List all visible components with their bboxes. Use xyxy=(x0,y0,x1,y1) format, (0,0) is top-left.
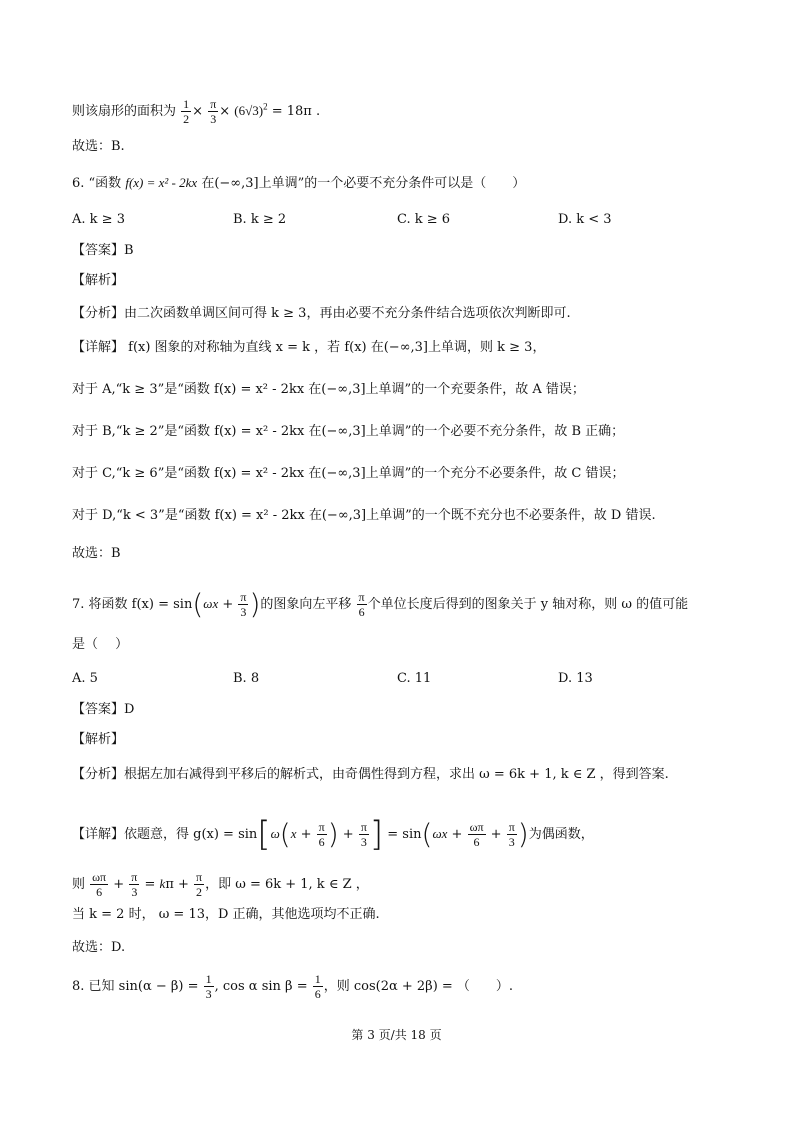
expr-tail: = 18π . xyxy=(267,104,321,119)
q6-stem-prefix: 6. “函数 xyxy=(72,176,126,191)
q7-stem-c: 个单位长度后得到的图象关于 y 轴对称，则 ω 的值可能 xyxy=(367,597,689,612)
fraction-pi-third-q7: $\frac{\pi}{3}$ xyxy=(240,590,247,619)
choose-b-line: 故选：B. xyxy=(72,139,125,154)
fraction-one-sixth: $\frac{1}{6}$ xyxy=(314,972,321,1001)
q7-xiangjie-b: = sin xyxy=(383,827,422,842)
q6-final: 故选：B xyxy=(72,546,121,561)
q7-dang: 当 k = 2 时， ω = 13，D 正确，其他选项均不正确. xyxy=(72,907,380,922)
fraction-one-third: $\frac{1}{3}$ xyxy=(205,972,212,1001)
fraction-pi-half: $\frac{\pi}{2}$ xyxy=(196,870,203,899)
q7-xiangjie: 【详解】依题意，得 g(x) = sin[ω(x + $\frac{\pi}{6}$ ) + $\frac{\pi}{3}$ ] = sin(ωx + $\frac{\omega\pi}{6}$ + $\frac{\pi}{3}$ )为偶函数， xyxy=(72,814,594,855)
q7-option-c: C. 11 xyxy=(397,671,432,686)
q7-answer: 【答案】D xyxy=(72,702,135,717)
q7-analysis-tag: 【解析】 xyxy=(72,732,125,747)
fraction-omega-pi-sixth-b: $\frac{\omega\pi}{6}$ xyxy=(92,870,107,899)
q7-ze-a: 则 xyxy=(72,877,86,892)
q7-xiangjie-c: 为偶函数， xyxy=(528,827,594,842)
q8-stem xyxy=(72,972,513,1001)
q6-option-d-analysis: 对于 D,“k < 3”是“函数 f(x) = x² - 2kx 在(−∞,3]上单调”的一个既不充分也不必要条件，故 D 错误. xyxy=(72,508,656,523)
fraction-pi-sixth-b: $\frac{\pi}{6}$ xyxy=(318,820,325,849)
q6-option-c-analysis: 对于 C,“k ≥ 6”是“函数 f(x) = x² - 2kx 在(−∞,3]上单调”的一个充分不必要条件，故 C 错误； xyxy=(72,466,625,481)
q7-ze-b: ，即 ω = 6k + 1, k ∈ Z ， xyxy=(205,877,369,892)
q8-stem-a: 8. 已知 sin(α − β) = xyxy=(72,979,203,994)
q6-stem-mid: 在(−∞,3]上单调”的一个必要不充分条件可以是（ ） xyxy=(197,176,526,191)
q8-stem-b: , cos α sin β = xyxy=(214,979,312,994)
text-prefix: 则该扇形的面积为 xyxy=(72,104,177,119)
q7-equation: 则 $\frac{\omega\pi}{6}$ + $\frac{\pi}{3}$ = kπ + $\frac{\pi}{2}$ ，即 ω = 6k + 1, k ∈ Z ， xyxy=(72,870,369,899)
q6-option-a: A. k ≥ 3 xyxy=(72,212,125,227)
q7-stem-end: 是（ ） xyxy=(72,637,129,652)
q6-option-b-analysis: 对于 B,“k ≥ 2”是“函数 f(x) = x² - 2kx 在(−∞,3]上单调”的一个必要不充分条件，故 B 正确； xyxy=(72,424,625,439)
fraction-omega-pi-sixth: $\frac{\omega\pi}{6}$ xyxy=(469,820,484,849)
fraction-pi-third: $\frac{\pi}{3}$ xyxy=(210,97,217,126)
q6-option-c: C. k ≥ 6 xyxy=(397,212,451,227)
fraction-pi-third-c: $\frac{\pi}{3}$ xyxy=(508,820,515,849)
q6-option-a-analysis: 对于 A,“k ≥ 3”是“函数 f(x) = x² - 2kx 在(−∞,3]上单调”的一个充要条件，故 A 错误； xyxy=(72,382,585,397)
q7-option-b: B. 8 xyxy=(233,671,260,686)
q6-stem xyxy=(72,174,525,193)
q7-fenxi: 【分析】根据左加右减得到平移后的解析式，由奇偶性得到方程，求出 ω = 6k + 1, k ∈ Z ，得到答案. xyxy=(72,767,669,782)
q6-answer: 【答案】B xyxy=(72,243,134,258)
fraction-pi-third-b: $\frac{\pi}{3}$ xyxy=(360,820,367,849)
q6-analysis-tag: 【解析】 xyxy=(72,273,125,288)
q6-xiangjie: 【详解】 f(x) 图象的对称轴为直线 x = k ，若 f(x) 在(−∞,3]上单调，则 k ≥ 3， xyxy=(72,340,546,355)
q8-stem-c: ，则 cos(2α + 2β) = （ ）. xyxy=(323,979,514,994)
q7-xiangjie-a: 【详解】依题意，得 g(x) = sin xyxy=(72,827,258,842)
q7-stem-b: 的图象向左平移 xyxy=(260,597,352,612)
q7-final: 故选：D. xyxy=(72,940,126,955)
fraction-half: $\frac{1}{2}$ xyxy=(183,97,190,126)
page-footer: 第 3 页/共 18 页 xyxy=(351,1028,442,1042)
q7-option-d: D. 13 xyxy=(558,671,593,686)
fraction-pi-third-d: $\frac{\pi}{3}$ xyxy=(131,870,138,899)
q7-stem: 7. 将函数 f(x) = sin(ωx + $\frac{\pi}{3}$ )的图象向左平移 $\frac{\pi}{6}$ 个单位长度后得到的图象关于 y 轴对称，则 ω 的值可能 xyxy=(72,587,689,621)
q7-option-a: A. 5 xyxy=(72,671,98,686)
q6-func: f(x) = x² - 2kx xyxy=(125,175,198,190)
q6-option-b: B. k ≥ 2 xyxy=(233,212,287,227)
q7-stem-a: 7. 将函数 f(x) = sin xyxy=(72,597,193,612)
fraction-pi-sixth: $\frac{\pi}{6}$ xyxy=(358,590,365,619)
q6-option-d: D. k < 3 xyxy=(558,212,612,227)
q6-fenxi: 【分析】由二次函数单调区间可得 k ≥ 3，再由必要不充分条件结合选项依次判断即可. xyxy=(72,306,571,321)
sector-area-line: 则该扇形的面积为 $\frac{1}{2}$ × $\frac{\pi}{3}$ × $(6√3)^2 = 18\pi$ . xyxy=(72,97,321,126)
